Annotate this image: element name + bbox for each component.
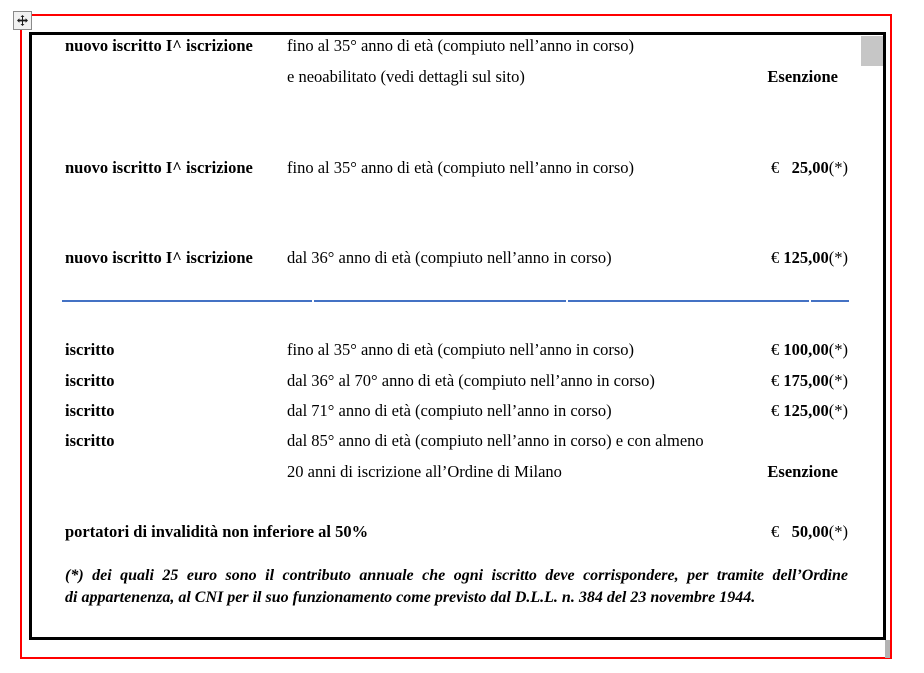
fee-amount xyxy=(771,158,848,178)
fee-amount-value: 175,00 xyxy=(783,371,829,390)
fee-row xyxy=(32,158,883,178)
fee-row xyxy=(32,67,883,87)
divider-line xyxy=(62,300,312,302)
fee-description: dal 36° anno di età (compiuto nell’anno in corso) xyxy=(287,248,612,267)
fee-amount xyxy=(771,248,848,268)
currency-symbol: € xyxy=(771,371,784,390)
fee-category: iscritto xyxy=(65,371,115,390)
fee-description: fino al 35° anno di età (compiuto nell’anno in corso) xyxy=(287,340,635,359)
fee-row xyxy=(32,462,883,482)
fee-category: iscritto xyxy=(65,401,115,420)
fee-description: dal 36° al 70° anno di età (compiuto nell’anno in corso) xyxy=(287,371,655,390)
fee-description: 20 anni di iscrizione all’Ordine di Milano xyxy=(287,462,562,481)
divider-line xyxy=(568,300,809,302)
fee-amount xyxy=(771,522,848,542)
fee-row xyxy=(32,248,883,268)
footnote-marker: (*) xyxy=(828,340,848,359)
fee-category: nuovo iscritto I^ iscrizione xyxy=(65,36,253,55)
fee-category: nuovo iscritto I^ iscrizione xyxy=(65,158,253,177)
fee-amount xyxy=(767,67,848,87)
footnote-marker: (*) xyxy=(828,522,848,541)
footnote-marker: (*) xyxy=(828,401,848,420)
fee-row xyxy=(32,340,883,360)
fee-row xyxy=(32,401,883,421)
divider-line xyxy=(314,300,566,302)
fee-description: fino al 35° anno di età (compiuto nell’anno in corso) xyxy=(287,36,635,55)
currency-symbol: € xyxy=(771,248,784,267)
divider-line xyxy=(811,300,849,302)
scrollbar-track-strip[interactable] xyxy=(885,640,890,658)
fee-amount-value: 125,00 xyxy=(783,248,829,267)
footnote-marker: (*) xyxy=(828,158,848,177)
footnote-marker: (*) xyxy=(828,371,848,390)
fee-category: nuovo iscritto I^ iscrizione xyxy=(65,248,253,267)
footnote-line: (*) dei quali 25 euro sono il contributo annuale che ogni iscritto deve corrispondere, per tramite dell’Ordine xyxy=(65,567,848,584)
fee-row xyxy=(32,36,883,56)
move-arrows-icon xyxy=(17,15,28,26)
footnote xyxy=(65,565,848,608)
currency-symbol: € xyxy=(771,401,784,420)
fee-amount xyxy=(771,401,848,421)
fee-description: e neoabilitato (vedi dettagli sul sito) xyxy=(287,67,525,86)
fee-description: dal 85° anno di età (compiuto nell’anno in corso) e con almeno xyxy=(287,431,704,450)
content-box xyxy=(29,32,886,640)
footnote-marker: (*) xyxy=(828,248,848,267)
fee-row xyxy=(32,522,883,542)
footnote-line: di appartenenza, al CNI per il suo funzionamento come previsto dal D.L.L. n. 384 del 23 novembre 1944. xyxy=(65,588,756,606)
fee-row xyxy=(32,371,883,391)
fee-amount-value: 50,00 xyxy=(791,522,829,541)
table-move-handle[interactable] xyxy=(13,11,32,30)
fee-description: fino al 35° anno di età (compiuto nell’anno in corso) xyxy=(287,158,635,177)
fee-amount xyxy=(767,462,848,482)
currency-symbol: € xyxy=(771,522,792,541)
fee-amount xyxy=(771,340,848,360)
fee-amount-value: 100,00 xyxy=(783,340,829,359)
currency-symbol: € xyxy=(771,158,792,177)
fee-amount-value: 125,00 xyxy=(783,401,829,420)
fee-category: iscritto xyxy=(65,340,115,359)
fee-category: portatori di invalidità non inferiore al 50% xyxy=(65,522,369,541)
fee-row xyxy=(32,431,883,451)
currency-symbol: € xyxy=(771,340,784,359)
fee-category: iscritto xyxy=(65,431,115,450)
fee-description: dal 71° anno di età (compiuto nell’anno in corso) xyxy=(287,401,612,420)
exemption-label: Esenzione xyxy=(767,462,838,481)
exemption-label: Esenzione xyxy=(767,67,838,86)
fee-amount-value: 25,00 xyxy=(791,158,829,177)
fee-amount xyxy=(771,371,848,391)
